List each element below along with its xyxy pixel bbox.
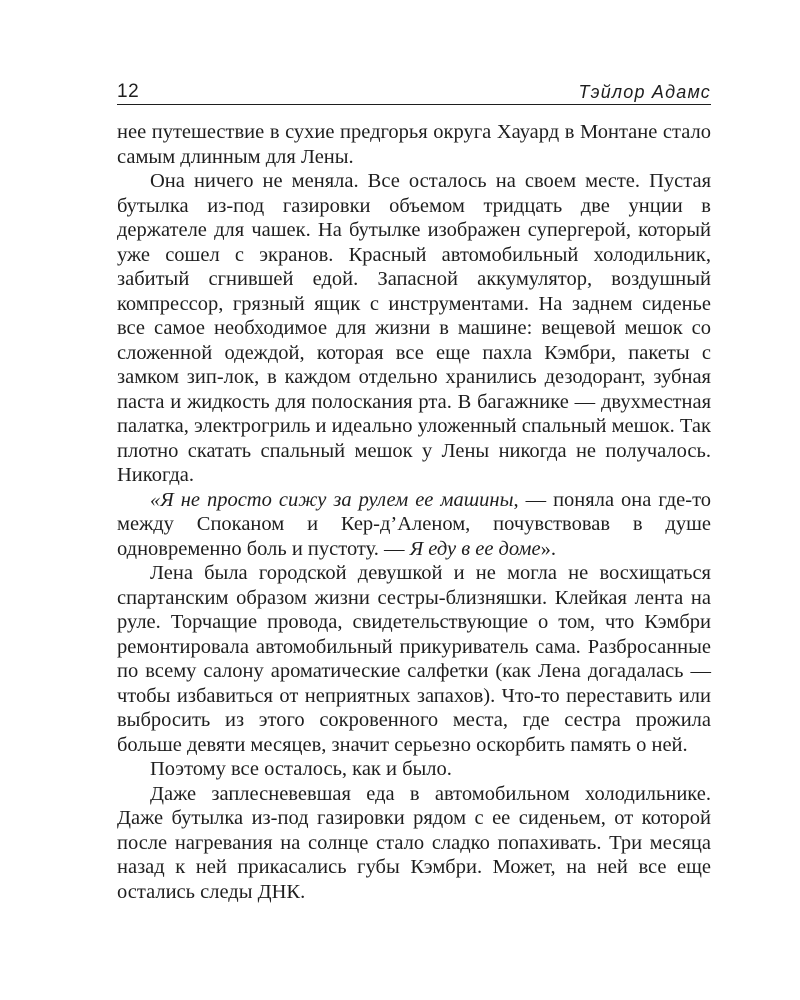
paragraph-3 xyxy=(117,488,711,562)
page-header xyxy=(117,74,711,105)
italic-quote-2: Я еду в ее доме xyxy=(409,537,541,560)
italic-quote-1: «Я не просто сижу за рулем ее машины xyxy=(150,488,514,511)
paragraph-3-text-1: , — поняла она где-то между Споканом и Кер-д’Аленом, почувствовав в душе одновременно боль и пустоту. — xyxy=(117,488,712,560)
running-head-author: Тэйлор Адамс xyxy=(578,82,711,102)
paragraph-4: Лена была городской девушкой и не могла не восхищаться спартанским образом жизни сестры-близняшки. Клейкая лента на руле. Торчащие провода, свидетельствующие о том, что Кэмбри ремонтировала автомобильный прикуриватель сама. Разбросанные по всему салону ароматические салфетки (как Лена догадалась — чтобы избавиться от неприятных запахов). Что-то переставить или выбросить из этого сокровенного места, где сестра прожила больше девяти месяцев, значит серьезно оскорбить память о ней. xyxy=(117,562,711,756)
paragraph-3-text-2: ». xyxy=(540,537,556,560)
paragraph-6: Даже заплесневевшая еда в автомобильном холодильнике. Даже бутылка из-под газировки рядом с ее сиденьем, от которой после нагревания на солнце стало сладко попахивать. Три месяца назад к ней прикасались губы Кэмбри. Может, на ней все еще остались следы ДНК. xyxy=(117,782,711,903)
page-number: 12 xyxy=(117,81,140,102)
body-text xyxy=(117,120,711,904)
paragraph-5: Поэтому все осталось, как и было. xyxy=(150,758,452,780)
book-page xyxy=(117,74,711,904)
paragraph-1: нее путешествие в сухие предгорья округа Хауард в Монтане стало самым длинным для Лены. xyxy=(117,121,711,168)
paragraph-2: Она ничего не меняла. Все осталось на своем месте. Пустая бутылка из-под газировки объемом тридцать две унции в держателе для чашек. На бутылке изображен супергерой, который уже сошел с экранов. Красный автомобильный холодильник, забитый сгнившей едой. Запасной аккумулятор, воздушный компрессор, грязный ящик с инструментами. На заднем сиденье все самое необходимое для жизни в машине: вещевой мешок со сложенной одеждой, которая все еще пахла Кэмбри, пакеты с замком зип-лок, в каждом отдельно хранились дезодорант, зубная паста и жидкость для полоскания рта. В багажнике — двухместная палатка, электрогриль и идеально уложенный спальный мешок. Так плотно скатать спальный мешок у Лены никогда не получалось. Никогда. xyxy=(117,170,711,486)
